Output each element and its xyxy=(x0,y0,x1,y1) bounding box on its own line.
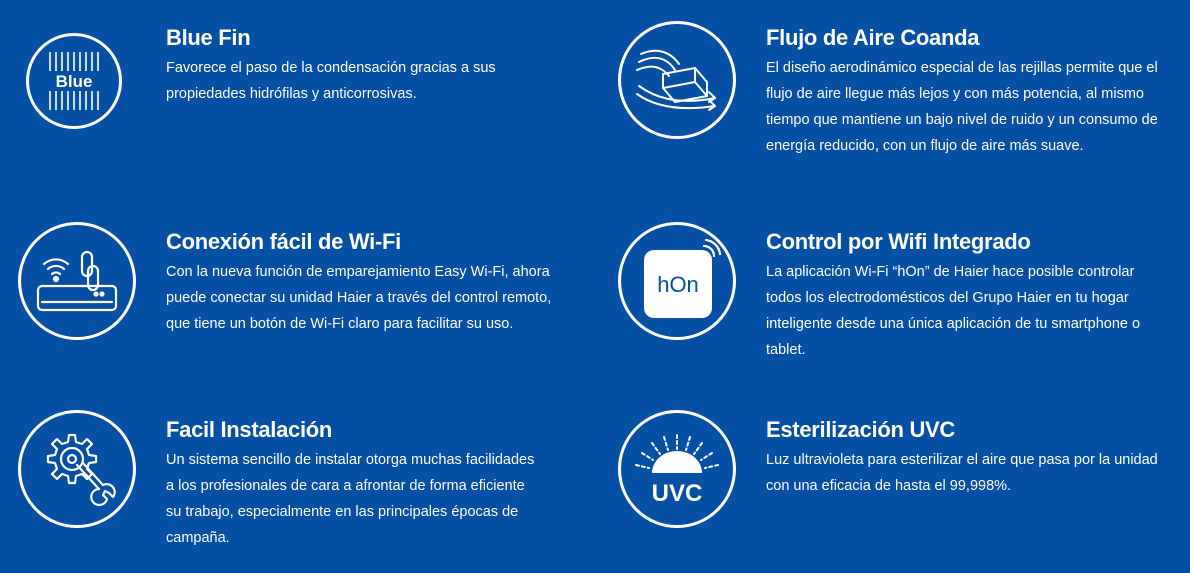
feature-description: Un sistema sencillo de instalar otorga muchas facilidades a los profesionales de cara a afrontar de forma eficiente su trabajo, especialmente en las principales épocas de campaña. xyxy=(166,452,535,546)
feature-title: Flujo de Aire Coanda xyxy=(766,25,980,50)
wifi-ac-unit-icon xyxy=(18,222,136,340)
hon-app-icon xyxy=(618,222,736,340)
blue-fin-icon xyxy=(26,33,122,129)
feature-title: Esterilización UVC xyxy=(766,417,955,442)
uvc-icon-label: UVC xyxy=(651,480,703,507)
feature-description: Luz ultravioleta para esterilizar el aire que pasa por la unidad con una eficacia de hasta el 99,998%. xyxy=(766,452,1158,494)
gear-wrench-icon xyxy=(18,410,136,528)
feature-description: Favorece el paso de la condensación gracias a sus propiedades hidrófilas y anticorrosivas. xyxy=(166,60,496,102)
hon-app-icon-label: hOn xyxy=(657,272,699,297)
blue-fin-icon-label: Blue xyxy=(55,72,93,91)
feature-title: Control por Wifi Integrado xyxy=(766,229,1031,254)
uvc-icon xyxy=(618,410,736,528)
feature-description: Con la nueva función de emparejamiento Easy Wi-Fi, ahora puede conectar su unidad Haier a través del control remoto, que tiene un botón de Wi-Fi claro para facilitar su uso. xyxy=(166,264,552,332)
feature-title: Conexión fácil de Wi-Fi xyxy=(166,229,401,254)
feature-description: La aplicación Wi-Fi “hOn” de Haier hace posible controlar todos los electrodomésticos del Grupo Haier en tu hogar inteligente desde una única aplicación de tu smartphone o tablet. xyxy=(766,264,1141,358)
feature-title: Facil Instalación xyxy=(166,417,333,442)
feature-title: Blue Fin xyxy=(166,25,251,50)
airflow-coanda-icon xyxy=(618,21,736,139)
feature-description: El diseño aerodinámico especial de las rejillas permite que el flujo de aire llegue más lejos y con más potencia, al mismo tiempo que mantiene un bajo nivel de ruido y un consumo de energía reducido, con un flujo de aire más suave. xyxy=(766,60,1158,154)
